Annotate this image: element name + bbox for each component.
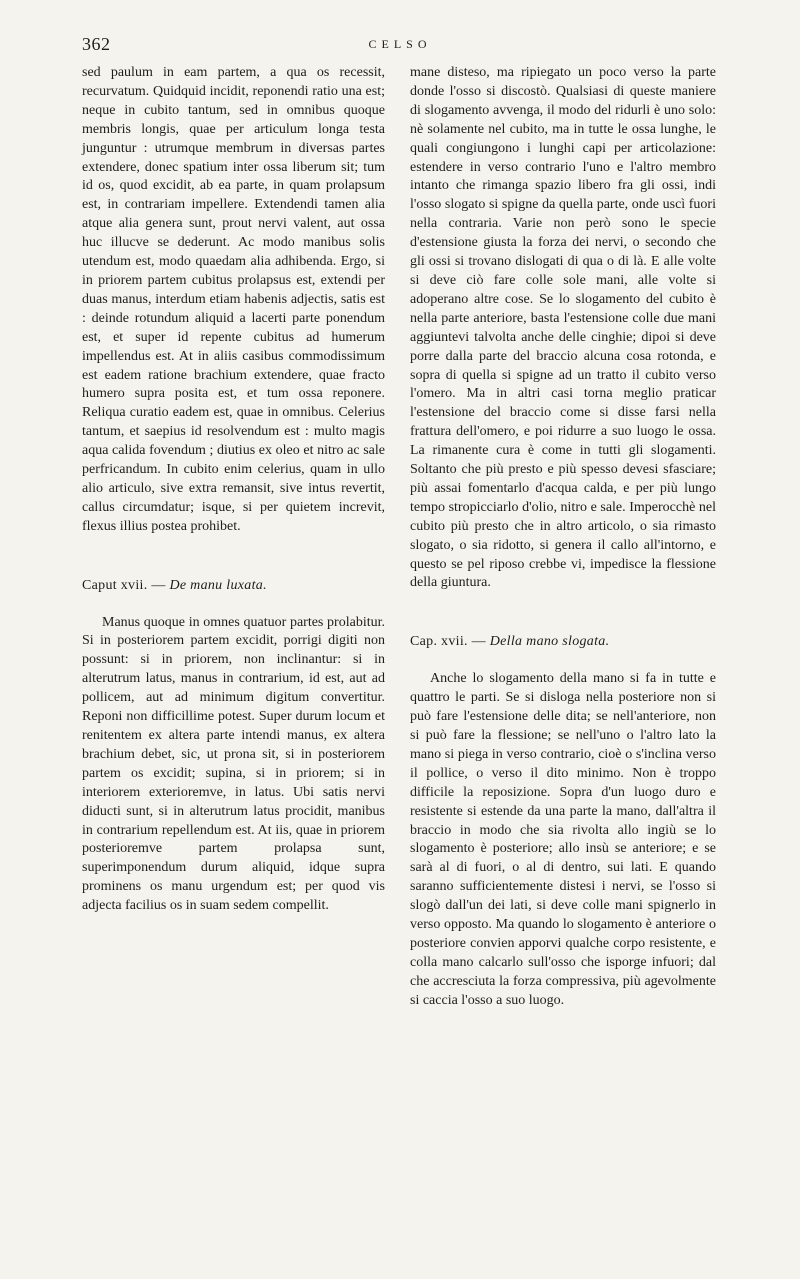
latin-column xyxy=(82,64,385,916)
chapter-title: Della mano slogata. xyxy=(489,634,610,650)
latin-paragraph: Manus quoque in omnes quatuor partes prolabitur. Si in posteriorem partem excidit, porrigi digiti non possunt: si in priorem, non inclinantur: si in alterutrum latus, manus in contrarium, id est, aut ad pollicem, aut ad minimum digitum convertitur. Reponi non difficillime potest. Super durum locum et renitentem ex altera parte intendi manus, ex altera brachium debet, sic, ut prona sit, si in posteriorem partem os excidit; supina, si in priorem; si in interiorem exterioremve, in latus. Ubi satis nervi diducti sunt, si in alterutrum latus procidit, manibus in contrarium repellendum est. At iis, quae in priorem posterioremve partem prolapsa sunt, superimponendum durum aliquid, idque supra prominens os manu urgendum est; per quod vis adjecta facilius os in suam sedem compellit. xyxy=(82,614,385,914)
chapter-label: Caput xvii. — xyxy=(82,577,166,593)
italian-paragraph: Anche lo slogamento della mano si fa in tutte e quattro le parti. Se si disloga nella posteriore non si può fare l'estensione delle dita; se nell'anteriore, non si può fare la flessione; se nell'uno o l'altro lato la mano si piega in verso contrario, cioè o s'inclina verso il pollice, o verso il dito minimo. Non è troppo difficile la reposizione. Sopra d'un luogo duro e resistente si estende da una parte la mano, dall'altra il braccio in modo che sia rivolta allo ingiù se lo slogamento è posteriore; allo insù se anteriore; e se sarà al di fuori, o al di dentro, sui lati. E quando saranno sufficientemente distesi i nervi, se l'osso si slogò dall'un dei lati, si deve colle mani spignerlo in verso opposto. Ma quando lo slogamento è anteriore o posteriore convien apporvi qualche corpo resistente, e colla mano calcarlo sull'osso che isporge infuori; dal che accresciuta la forza compressiva, più agevolmente si caccia l'osso a suo luogo. xyxy=(410,671,716,1008)
chapter-title: De manu luxata. xyxy=(169,577,267,593)
italian-column xyxy=(410,64,716,1011)
italian-paragraph: mane disteso, ma ripiegato un poco verso la parte donde l'osso si discostò. Qualsiasi di queste maniere di slogamento avvenga, il modo del ridurli è uno solo: nè solamente nel cubito, ma in tutte le ossa lunghe, le quali congiungono i lunghi capi per articolazione: estendere in verso contrario l'uno e l'altro membro intanto che rimanga spazio libero fra gli ossi, indi l'osso slogato si spigne da quella parte, onde uscì fuori nella contraria. Varie non però sono le specie d'estensione giusta la forza dei nervi, o secondo che gli ossi si trovano dislogati di qua o di là. E alle volte si deve ciò fare colle sole mani, alle volte si adoperano altre cose. Se lo slogamento del cubito è nella parte anteriore, basta l'estensione colle due mani aggiuntevi talvolta anche delle cinghie; dipoi si deve porre dalla parte del braccio alcuna cosa rotonda, e sopra di quella si spigne ad un tratto il cubito verso l'omero. Ma in altri casi torna meglio praticar l'estensione del braccio come si disse farsi nella frattura dell'omero, e poi ridurre a suo luogo le ossa. La rimanente cura è come in tutti gli slogamenti. Soltanto che più presto e più spesso devesi sfasciare; più assai fomentarlo d'acqua calda, e per più lungo tempo stropicciarlo d'olio, nitro e sale. Imperocchè nel cubito più presto che in altro articolo, o sia rimasto slogato, o sia ridotto, si genera il callo all'intorno, e questo se pel riposo crebbe vi, impedisce la flessione della giuntura. xyxy=(410,65,716,591)
page-number: 362 xyxy=(82,34,111,54)
running-head: CELSO xyxy=(368,37,432,51)
latin-paragraph: sed paulum in eam partem, a qua os recessit, recurvatum. Quidquid incidit, reponendi ratio una est; neque in cubito tantum, sed in omnibus quoque membris longis, quae per articulum longa testa junguntur : utrumque membrum in diversas partes extendere, donec spatium inter ossa liberum sit; tum id os, quod excidit, ab ea parte, in quam prolapsum est, in contrariam impellere. Extendendi tamen alia atque alia genera sunt, prout nervi valent, aut ossa huc illucve se dederunt. Ac modo manibus solis utendum est, modo quaedam alia adhibenda. Ergo, si in priorem partem cubitus prolapsus est, extendi per duas manus, interdum etiam habenis adjectis, satis est : deinde rotundum aliquid a lacerti parte ponendum est, et super id repente cubitus ad humerum impellendus est. At in aliis casibus commodissimum est eadem ratione brachium extendere, quae fracto humero supra posita est, et tum ossa reponere. Reliqua curatio eadem est, quae in omnibus. Celerius tantum, et saepius id resolvendum est : multo magis aqua calida fovendum ; diutius ex oleo et nitro ac sale perfricandum. In cubito enim celerius, quam in ullo alio articulo, sive extra remansit, sive intus revertit, callus circumdatur; isque, si per quietem increvit, flexus illius postea prohibet. xyxy=(82,65,385,534)
latin-chapter-heading xyxy=(82,577,385,596)
italian-chapter-heading xyxy=(410,633,716,652)
chapter-label: Cap. xvii. — xyxy=(410,634,486,650)
